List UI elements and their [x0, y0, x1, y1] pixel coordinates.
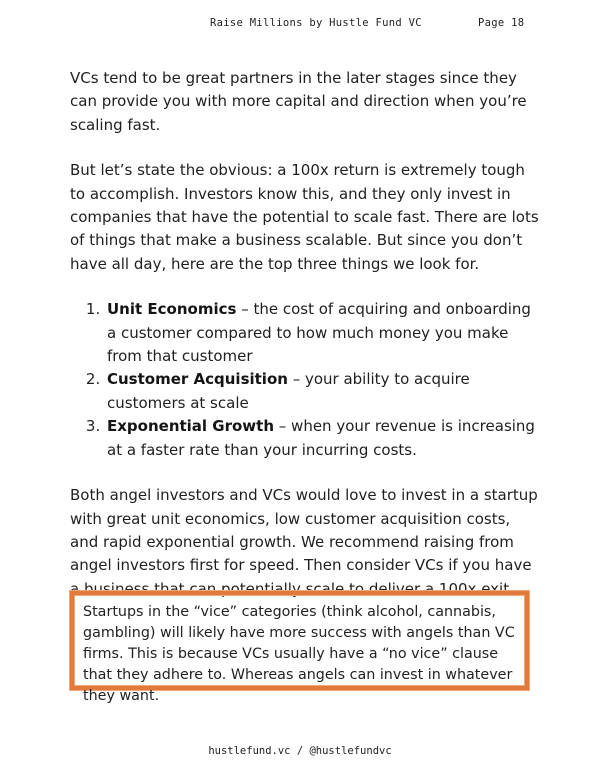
list-item-term: Customer Acquisition: [107, 370, 288, 389]
list-item-term: Unit Economics: [107, 300, 237, 319]
callout-box: [70, 591, 529, 704]
scalability-criteria-list: [70, 298, 540, 462]
page-footer: hustlefund.vc / @hustlefundvc: [208, 745, 392, 757]
paragraph-recommendation: Both angel investors and VCs would love to invest in a startup with great unit economics, low customer acquisition costs, and rapid exponential growth. We recommend raising from angel investors first for speed. Then consider VCs if you have a business that can potentially scale to deliver a 100x exit.: [70, 486, 538, 598]
list-item: [105, 368, 540, 415]
list-item-description: – when your revenue is increasing at a faster rate than your incurring costs.: [107, 417, 535, 459]
callout-text: Startups in the “vice” categories (think alcohol, cannabis, gambling) will likely have more success with angels than VC firms. This is because VCs usually have a “no vice” clause that they adhere to. Whereas angels can invest in whatever they want.: [83, 604, 515, 704]
paragraph-100x-return: But let’s state the obvious: a 100x return is extremely tough to accomplish. Investors know this, and they only invest in companies that have the potential to scale fast. There are lots of things that make a business scalable. But since you don’t have all day, here are the top three things we look for.: [70, 161, 539, 273]
page-header: [0, 17, 600, 33]
list-item-term: Exponential Growth: [107, 417, 275, 436]
paragraph-vcs-partners: VCs tend to be great partners in the later stages since they can provide you with more capital and direction when you’re scaling fast.: [70, 69, 527, 134]
list-item-description: – the cost of acquiring and onboarding a customer compared to how much money you make from that customer: [107, 300, 531, 366]
page-number: Page 18: [478, 17, 525, 29]
list-item-description: – your ability to acquire customers at scale: [107, 370, 470, 412]
list-item: [105, 415, 540, 462]
book-title: Raise Millions by Hustle Fund VC: [210, 17, 422, 29]
page-content: [70, 67, 540, 623]
list-item: [105, 298, 540, 368]
